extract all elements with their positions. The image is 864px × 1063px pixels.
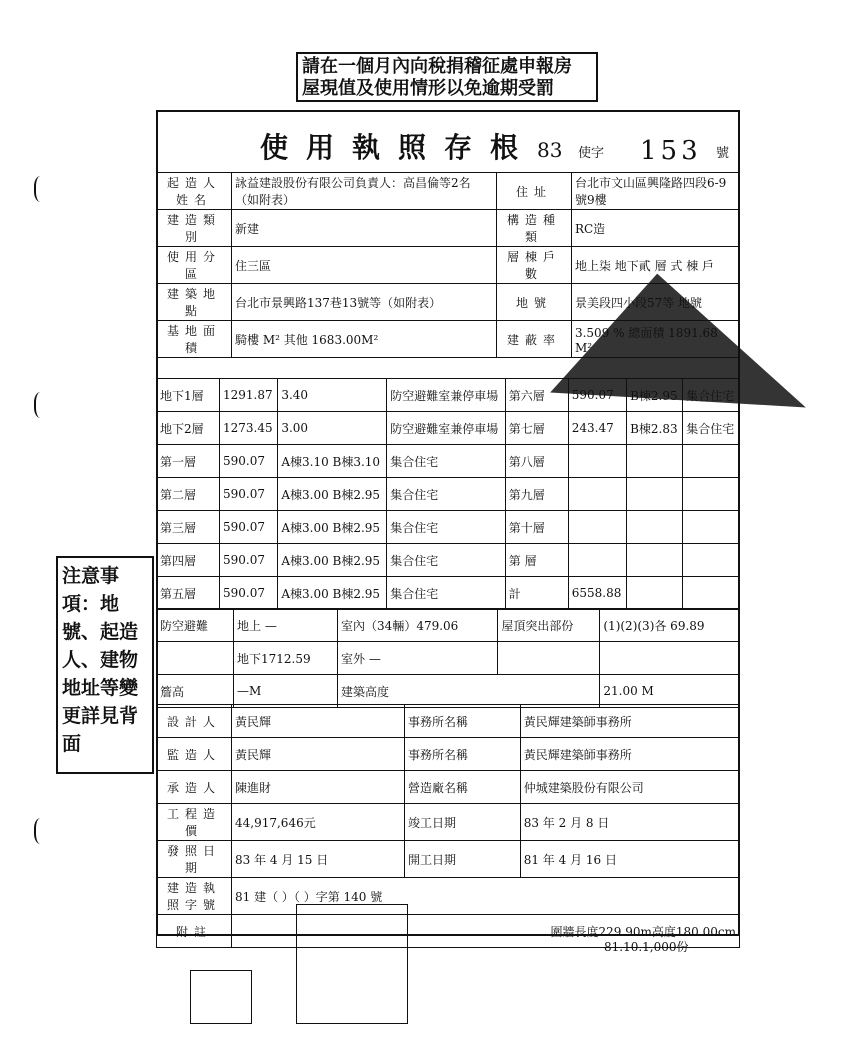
top-stamp: [296, 52, 598, 102]
floor-area: 590.07: [220, 511, 278, 544]
row-value: 台北市景興路137巷13號等（如附表）: [232, 284, 497, 321]
row-value: 住三區: [232, 247, 497, 284]
permit-char: 使字: [578, 146, 605, 161]
floor-height: A棟3.00 B棟2.95: [278, 478, 387, 511]
stamp-line-2: 屋現值及使用情形以免逾期受罰: [302, 78, 554, 99]
row-label: 建造類別: [157, 210, 232, 247]
floor-name: 地下2層: [157, 412, 220, 445]
floor-use: 集合住宅: [387, 544, 505, 577]
floor-height: A棟3.10 B棟3.10: [278, 445, 387, 478]
floor-name: 第二層: [157, 478, 220, 511]
defense-label: 防空避難: [157, 609, 234, 642]
floor-height-right: B棟2.95: [627, 379, 683, 412]
defense-below: 地下1712.59: [234, 642, 338, 675]
row-label2: 建蔽率: [496, 321, 571, 358]
issue-date: 83 年 4 月 15 日: [232, 841, 405, 878]
row-label2: 住址: [496, 173, 571, 210]
floor-row: [157, 577, 740, 610]
person-role: 設計人: [157, 705, 232, 738]
floor-use-right: 集合住宅: [683, 379, 740, 412]
form-title: 使用執照存根: [260, 131, 537, 164]
floor-height: 3.00: [278, 412, 387, 445]
permit-number: 153: [640, 136, 702, 166]
floor-name-right: 第八層: [505, 445, 568, 478]
done-date: 83 年 2 月 8 日: [520, 804, 739, 841]
done-label: 竣工日期: [405, 804, 521, 841]
row-value2: RC造: [571, 210, 739, 247]
floor-area-right: 590.07: [568, 379, 626, 412]
defense-above: 地上 —: [234, 609, 338, 642]
floor-name-right: 第 層: [505, 544, 568, 577]
floor-use: 集合住宅: [387, 577, 505, 610]
permit-year: 83: [537, 138, 563, 162]
floor-name: 第三層: [157, 511, 220, 544]
bottom-seal: [190, 970, 252, 1024]
margin-mark: [34, 176, 50, 202]
floor-area-right: [568, 478, 626, 511]
issue-label: 發照日期: [157, 841, 232, 878]
person-name: 黃民輝: [232, 738, 405, 771]
row-label: 建築地點: [157, 284, 232, 321]
row-label: 基地面積: [157, 321, 232, 358]
person-name: 黃民輝: [232, 705, 405, 738]
floor-height: A棟3.00 B棟2.95: [278, 544, 387, 577]
floor-use: 防空避難室兼停車場: [387, 379, 505, 412]
row-value2: 台北市文山區興隆路四段6-9號9樓: [571, 173, 739, 210]
person-row: [157, 738, 740, 771]
row-label2: 地號: [496, 284, 571, 321]
floor-area-right: 6558.88: [568, 577, 626, 610]
floor-use-right: [683, 577, 740, 610]
row-label2: 層棟戶數: [496, 247, 571, 284]
floor-height: 3.40: [278, 379, 387, 412]
permit-hao: 號: [716, 146, 730, 161]
floor-area: 590.07: [220, 445, 278, 478]
floor-name-right: 計: [505, 577, 568, 610]
row-value: 詠益建設股份有限公司負責人：高昌倫等2名（如附表）: [232, 173, 497, 210]
floor-use: 集合住宅: [387, 511, 505, 544]
floor-area: 1291.87: [220, 379, 278, 412]
office-label: 事務所名稱: [405, 738, 521, 771]
floor-name: 地下1層: [157, 379, 220, 412]
row-value2: 地上柒 地下貳 層 式 棟 戶: [571, 247, 739, 284]
start-label: 開工日期: [405, 841, 521, 878]
floor-name: 第四層: [157, 544, 220, 577]
floor-name-right: 第十層: [505, 511, 568, 544]
floor-use: 防空避難室兼停車場: [387, 412, 505, 445]
row-value: 騎樓 M² 其他 1683.00M²: [232, 321, 497, 358]
row-label2: 構造種類: [496, 210, 571, 247]
person-row: [157, 705, 740, 738]
floor-height-right: B棟2.83: [627, 412, 683, 445]
info-row: [157, 210, 740, 247]
floor-use-right: 集合住宅: [683, 412, 740, 445]
people-section: [156, 704, 740, 948]
row-value2: 景美段四小段57等 地號: [571, 284, 739, 321]
floor-height-right: [627, 511, 683, 544]
floor-area: 1273.45: [220, 412, 278, 445]
floor-name-right: 第七層: [505, 412, 568, 445]
office-label: 營造廠名稱: [405, 771, 521, 804]
bottom-stamp: [296, 904, 408, 1024]
cost-label: 工程造價: [157, 804, 232, 841]
floor-name: 第五層: [157, 577, 220, 610]
margin-mark: [34, 392, 50, 418]
floor-use: 集合住宅: [387, 445, 505, 478]
floor-area-right: 243.47: [568, 412, 626, 445]
office-name: 黃民輝建築師事務所: [520, 705, 739, 738]
building-height: 21.00 M: [600, 675, 740, 708]
start-date: 81 年 4 月 16 日: [520, 841, 739, 878]
row-value2: 3.509 % 總面積 1891.68 M²: [571, 321, 739, 358]
floor-area: 590.07: [220, 544, 278, 577]
parking-indoor: 室內（34輛）479.06: [338, 609, 498, 642]
build-permit-value: 81 建（ ）（ ）字第 140 號: [232, 878, 740, 915]
floor-height-right: [627, 577, 683, 610]
floor-area-right: [568, 544, 626, 577]
floor-name: 第一層: [157, 445, 220, 478]
person-row: [157, 771, 740, 804]
floor-height: A棟3.00 B棟2.95: [278, 511, 387, 544]
floor-name-right: 第九層: [505, 478, 568, 511]
floor-height-right: [627, 544, 683, 577]
floor-row: [157, 511, 740, 544]
floor-use: 集合住宅: [387, 478, 505, 511]
cost-value: 44,917,646元: [232, 804, 405, 841]
floor-area-right: [568, 511, 626, 544]
building-height-label: 建築高度: [338, 675, 600, 708]
floor-use-right: [683, 544, 740, 577]
office-name: 黃民輝建築師事務所: [520, 738, 739, 771]
form-footer: 81.10.1,000份: [604, 940, 689, 954]
eave-value: —M: [234, 675, 338, 708]
extra-section: [156, 608, 740, 708]
margin-mark: [34, 818, 50, 844]
info-row: [157, 173, 740, 210]
roof-label: 屋頂突出部份: [498, 609, 600, 642]
office-name: 仲城建築股份有限公司: [520, 771, 739, 804]
person-role: 監造人: [157, 738, 232, 771]
floor-area: 590.07: [220, 577, 278, 610]
floor-height: A棟3.00 B棟2.95: [278, 577, 387, 610]
attach-label: 附註: [157, 915, 232, 948]
floor-area: 590.07: [220, 478, 278, 511]
floor-row: [157, 544, 740, 577]
person-name: 陳進財: [232, 771, 405, 804]
person-role: 承造人: [157, 771, 232, 804]
row-value: 新建: [232, 210, 497, 247]
side-note: 注意事項：地號、起造人、建物地址等變更詳見背面: [56, 556, 154, 774]
eave-label: 簷高: [157, 675, 234, 708]
roof-value: (1)(2)(3)各 69.89: [600, 609, 740, 642]
floor-name-right: 第六層: [505, 379, 568, 412]
row-label: 使用分區: [157, 247, 232, 284]
wall-info: 圍牆長度229.90m高度180.00cm: [232, 915, 740, 948]
parking-outdoor: 室外 —: [338, 642, 498, 675]
stamp-line-1: 請在一個月內向稅捐稽征處申報房: [302, 56, 572, 77]
build-permit-label: 建造執照字號: [157, 878, 232, 915]
row-label: 起造人姓名: [157, 173, 232, 210]
office-label: 事務所名稱: [405, 705, 521, 738]
